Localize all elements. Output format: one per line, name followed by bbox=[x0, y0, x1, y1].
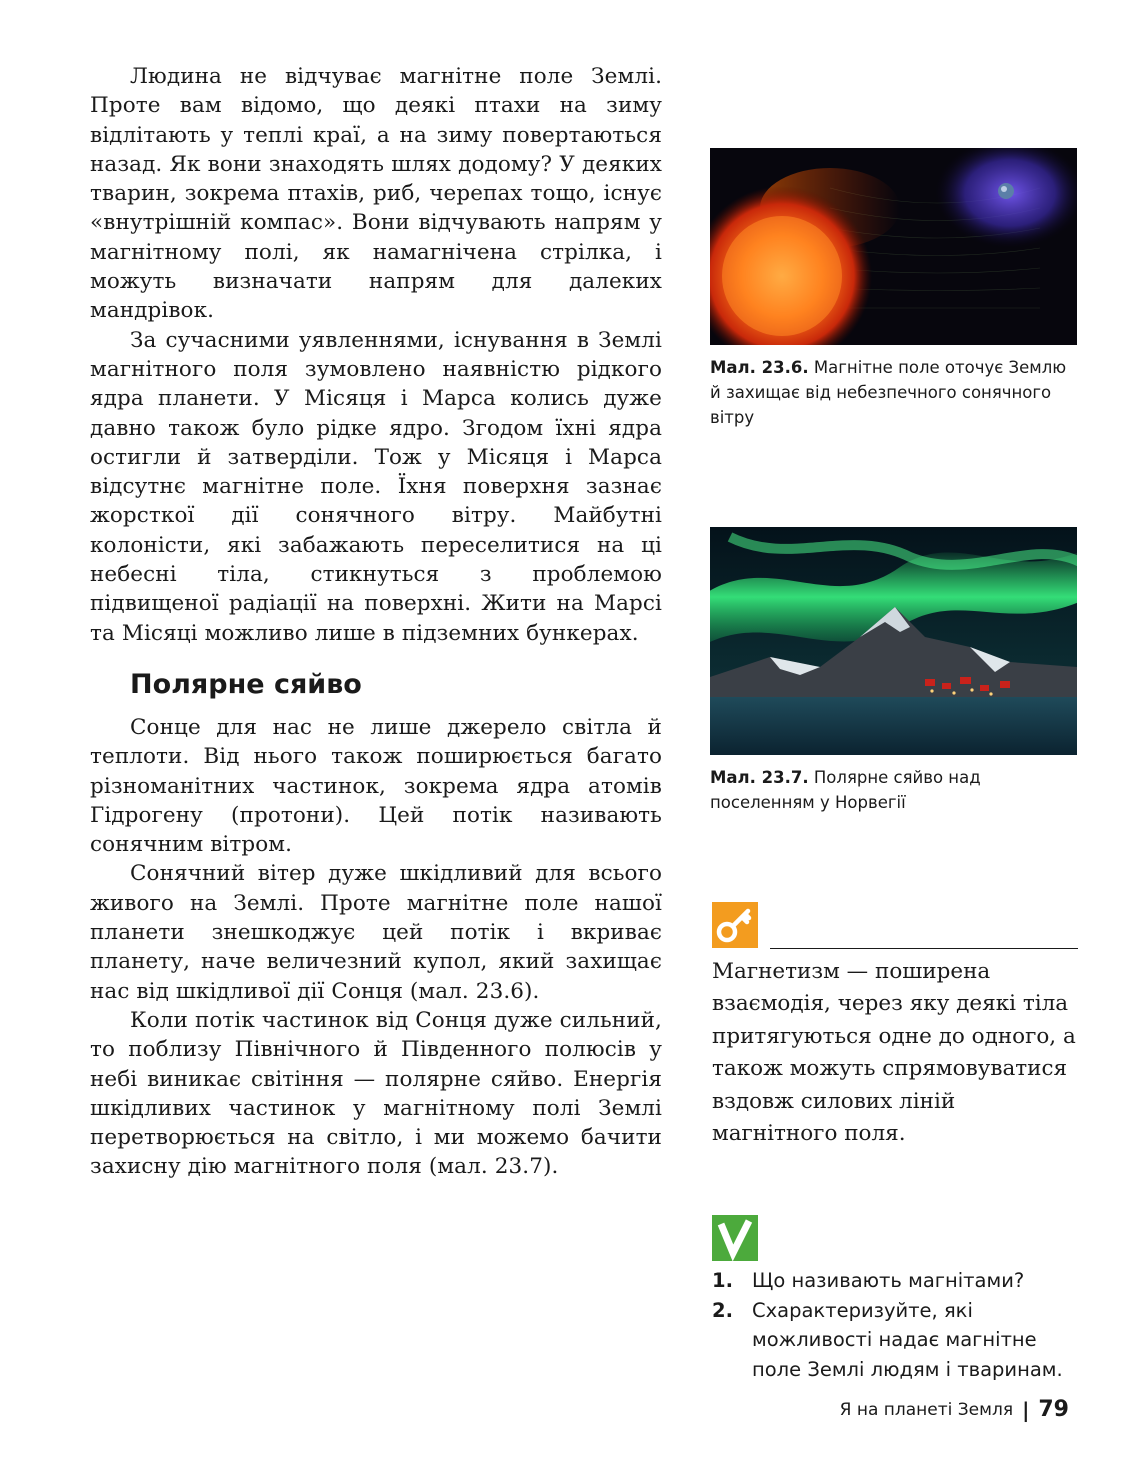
footer-section-title: Я на планеті Земля bbox=[839, 1399, 1014, 1420]
definition-rule bbox=[770, 948, 1078, 949]
paragraph: За сучасними уявленнями, існування в Землі магнітного поля зумовлено наявністю рідкого ядра планети. У Місяця і Марса колись дуже давно також було рідке ядро. Згодом їхні ядра остигли й затверділи. Тож у Місяця і Марса відсутнє магнітне поле. Їхня поверхня зазнає жорсткої дії сонячного вітру. Майбутні колоністи, які забажають переселитися на ці небесні тіла, стикнуться з проблемою підвищеної радіації на поверхні. Жити на Марсі та Місяці можливо лише в підземних бункерах. bbox=[90, 327, 662, 646]
review-questions bbox=[712, 1266, 1078, 1384]
figure-caption-text: Магнітне поле оточує Землю й захищає від небезпечного сонячного вітру bbox=[710, 358, 1067, 427]
question-text: Що називають магнітами? bbox=[752, 1269, 1025, 1292]
question-number: 1. bbox=[712, 1269, 733, 1292]
definition-box bbox=[712, 902, 1078, 1150]
figure-label: Мал. 23.7. bbox=[710, 768, 809, 787]
paragraph: Сонце для нас не лише джерело світла й теплоти. Від нього також поширюється багато різноманітних частинок, зокрема ядра атомів Гідрогену (протони). Цей потік називають сонячним вітром. bbox=[90, 714, 662, 858]
main-text-column bbox=[90, 62, 662, 1182]
figure-caption bbox=[710, 765, 1077, 815]
figure-label: Мал. 23.6. bbox=[710, 358, 809, 377]
aurora-norway-image bbox=[710, 527, 1077, 755]
paragraph: Сонячний вітер дуже шкідливий для всього живого на Землі. Проте магнітне поле нашої планети знешкоджує цей потік і вкриває планету, наче величезний купол, який захищає нас від шкідливої дії Сонця (мал. 23.6). bbox=[90, 861, 662, 1004]
figure-23-7 bbox=[710, 527, 1077, 815]
definition-text: Магнетизм — поширена взаємодія, через яку деякі тіла притягуються одне до одного, а також можуть спрямовуватися вздовж силових ліній магнітного поля. bbox=[712, 959, 1076, 1147]
figure-caption-text: Полярне сяйво над поселенням у Норвегії bbox=[710, 768, 981, 812]
figure-23-6 bbox=[710, 148, 1077, 430]
footer-separator: | bbox=[1022, 1397, 1030, 1422]
question-number: 2. bbox=[712, 1298, 733, 1322]
sun-earth-magnetosphere-image bbox=[710, 148, 1077, 345]
question-item bbox=[712, 1266, 1078, 1296]
paragraph: Людина не відчуває магнітне поле Землі. Проте вам відомо, що деякі птахи на зиму відлітають у теплі краї, а на зиму повертаються назад. Як вони знаходять шлях додому? У деяких тварин, зокрема птахів, риб, черепах тощо, існує «внутрішній компас». Вони відчувають напрям у магнітному полі, як намагнічена стрілка, і можуть визначати напрям для далеких мандрівок. bbox=[90, 64, 662, 324]
checkmark-icon bbox=[712, 1215, 758, 1261]
section-heading: Полярне сяйво bbox=[130, 668, 362, 700]
paragraph: Коли потік частинок від Сонця дуже сильний, то поблизу Північного й Південного полюсів у небі виникає світіння — полярне сяйво. Енергія шкідливих частинок у магнітному полі Землі перетворюється на світло, і ми можемо бачити захисну дію магнітного поля (мал. 23.7). bbox=[90, 1007, 662, 1180]
key-icon bbox=[712, 902, 758, 948]
figure-caption bbox=[710, 355, 1077, 430]
question-text: Схарактеризуйте, які можливості надає магнітне поле Землі людям і тваринам. bbox=[752, 1298, 1063, 1381]
page-footer bbox=[840, 1397, 1069, 1422]
question-item bbox=[712, 1296, 1078, 1385]
page-number: 79 bbox=[1038, 1397, 1069, 1422]
